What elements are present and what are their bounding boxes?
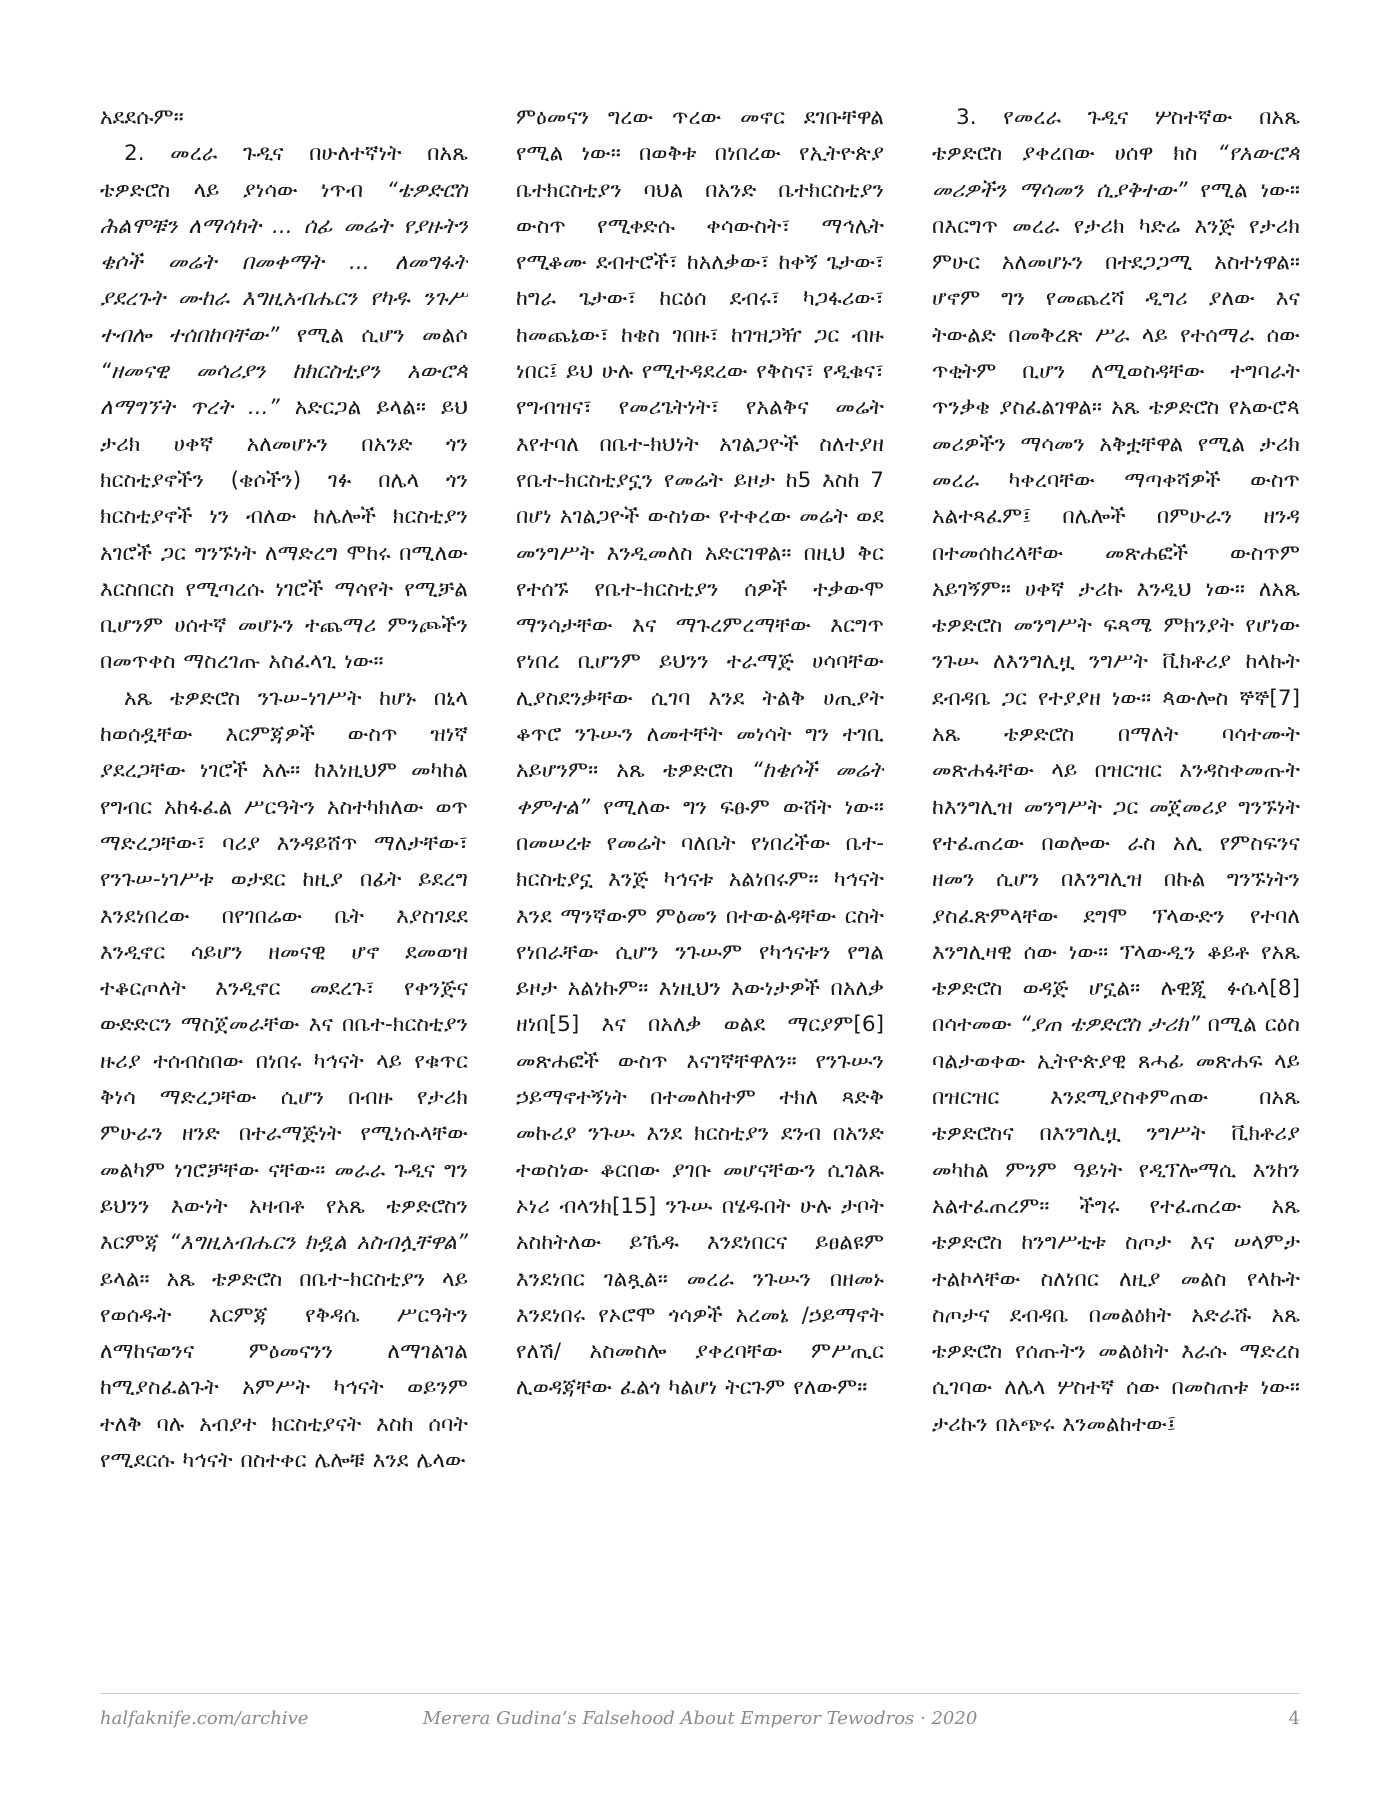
paragraph-text: የሚል ሲሆን መልሶ [279, 322, 468, 348]
quoted-text: “ዘመናዊ መሳሪያን ከክርስቲያን አውሮጳ ለማግኘት ጥረት ...” [100, 359, 468, 421]
footer-divider [100, 1693, 1300, 1694]
paragraph-text: አጼ ቴዎድሮስ ንጉሠ-ነገሥት ከሆኑ በኒላ ከወሰዷቸው እርምጃዎች ውስጥ ዝነኛ ያደረጋቸው ነገሮች አሉ። ከእነዚህም መካከል የግብር አከፋፈል ሥርዓትን አስተካክለው ወጥ ማድረጋቸው፣ ባሪያ እንዳይሸጥ ማለታቸው፣ የንጉሠ-ነገሥቱ ወታደር ከዚያ በፊት ይደረግ እንደነበረው በየገበሬው ቤት እያስገደደ እንዲኖር ሳይሆን ዘመናዊ ሆኖ ደመወዝ ተቆርጦለት እንዲኖር መደረጉ፣ የቀንጅና ውድድርን ማስጀመራቸው እና በቤተ-ክርስቲያን ዙሪያ ተሰብስበው በነበሩ ካኅናት ላይ የቁጥር ቅነሳ ማድረጋቸው ሲሆን በብዙ የታሪክ ምሁራን ዘንድ በተራማጅነት የሚነሱላቸው መልካም ነገሮቻቸው ናቸው። መራራ ጉዲና ግን ይህንን እውነት አዛብቶ የአጼ ቴዎድሮስን እርምጃ [100, 685, 468, 1256]
paragraph [100, 100, 468, 136]
column-1 [100, 100, 468, 1670]
paragraph-text: አደደሱም። [100, 105, 184, 130]
quoted-text: “ቴዎድሮስ ሕልሞቹን ለማሳካት ... ሰፊ መሬት የያዙትን ቄሶች መሬት በመቀማት ... ለመግፋት ያደረጉት ሙከራ እግዚአብሔርን የካዱ ንጉሥ ተብሎ ተሰበከባቸው” [100, 177, 468, 348]
paragraph-text: ይላል። አጼ ቴዎድሮስ በቤተ-ክርስቲያን ላይ የወሰዱት እርምጃ የቅዳሴ ሥርዓትን ለማከናወንና ምዕመናንን ለማገልገል ከሚያስፈልጉት አምሥት ካኅናት ወይንም ተለቅ ባሉ አብያተ ክርስቲያናት እስከ ሰባት የሚደርሱ ካኅናት በስተቀር ሌሎቹ እንደ ሌላው [100, 1266, 468, 1473]
paragraph-text: አድርጋል ይላል። ይህ ታሪክ ሀቀኛ አለመሆኑን በአንድ ጎን ክርስቲያኖችን (ቄሶችን) ገፉ በሌላ ጎን ክርስቲያኖች ነን ብለው ከሌሎች ክርስቲያን አገሮች ጋር ግንኙነት ለማድረግ ሞከሩ በሚለው እርስበርስ የሚጣረሱ ነገሮች ማሳየት የሚቻል ቢሆንም ሀሰተኛ መሆኑን ተጨማሪ ምንጮችን በመጥቀስ ማስረገጡ አስፈላጊ ነው። [100, 395, 468, 675]
paragraph-text: ምዕመናን ግረው ጥረው መኖር ደገቡቸዋል የሚል ነው። በወቅቱ በነበረው የኢትዮጵያ ቤተክርስቲያን ባህል በአንድ ቤተክርስቲያን ውስጥ የሚቀድሱ ቀሳውስት፣ ማኅሌት የሚቆሙ ደብተሮች፣ ከአለቃው፣ ከቀኝ ጌታው፣ ከግራ ጌታው፣ ከርዕሰ ደብሩ፣ ካጋፋሪው፣ ከመጨኔው፣ ከቄስ ገበዙ፣ ከገዝጋዥ ጋር ብዙ ነበር፤ ይህ ሁሉ የሚተዳደረው የቅስና፣ የዲቁና፣ የግብዝና፣ የመሪጌትነት፣ የአልቅና መሬት እየተባለ በቤተ-ክህነት አገልጋዮች ስለተያዘ የቤተ-ክርስቲያኗን የመሬት ይዞታ ከ5 እስከ 7 በሆነ አገልጋዮች ውስነው የተቀረው መሬት ወደ መንግሥት እንዲመለስ አድርገዋል። በዚህ ቅር የተሰኙ የቤተ-ክርስቲያን ሰዎች ተቃውሞ ማንሳታቸው እና ማጉረምረማቸው እርግጥ የነበረ ቢሆንም ይህንን ተራማጅ ሀሳባቸው ሊያስደንቃቸው ሲገባ እንደ ትልቅ ሀጢያት ቆጥሮ ንጉሡን ለመተቸት መነሳት ግን ተገቢ አይሆንም። አጼ ቴዎድሮስ [516, 105, 884, 784]
column-3 [932, 100, 1300, 1670]
footer-site-link[interactable]: halfaknife.com/archive [100, 1708, 309, 1729]
quoted-text: “ያጠ ቴዎድሮስ ታሪክ” [1019, 1012, 1200, 1038]
paragraph-text: በሚል ርዕስ ባልታወቀው ኢትዮጵያዊ ጸሓፊ መጽሐፍ ላይ በዝርዝር እንደሚያስቀምጠው በአጼ ቴዎድሮስና በእንግሊዟ ንግሥት ቪክቶሪያ መካከል ምንም ዓይነት የዲፕሎማሲ እንከን አልተፈጠረም። ችግሩ የተፈጠረው አጼ ቴዎድሮስ ከንግሥቲቱ ስጦታ እና ሠላምታ ተልኮላቸው ስለነበር ለዚያ መልስ የላኩት ስጦታና ደብዳቤ በመልዕክት አድራሹ አጼ ቴዎድሮስ የሰጡትን መልዕክት እራሱ ማድረስ ሲገባው ለሌላ ሦስተኛ ሰው በመስጠቱ ነው። ታሪኩን በአጭሩ እንመልከተው፤ [932, 1012, 1300, 1437]
page-number: 4 [1288, 1708, 1300, 1729]
paragraph [932, 100, 1300, 1443]
paragraph [100, 681, 468, 1480]
paragraph-text: የሚል ነው። በእርግጥ መረራ የታሪክ ካድሬ እንጅ የታሪክ ምሁር አለመሆኑን በተደጋጋሚ አስተነዋል። ሆኖም ግን የመጨረሻ ዲግሪ ያለው እና ትውልድ በመቅረጽ ሥራ ላይ የተሰማራ ሰው ጥቂትም ቢሆን ለሚወስዳቸው ተግባራት ጥንቃቄ ያስፈልገዋል። አጼ ቴዎድሮስ የአውሮጳ መሪዎችን ማሳመን አቅቷቸዋል የሚል ታሪክ መረራ ካቀረባቸው ማጣቀሻዎች ውስጥ አልተጻፈም፤ በሌሎች በምሁራን ዘንዳ በተመሰከረላቸው መጽሐፎች ውስጥም አይገኝም። ሀቀኛ ታሪኩ እንዲህ ነው። ለአጼ ቴዎድሮስ መንግሥት ፍጻሜ ምክንያት የሆነው ንጉሡ ለእንግሊዟ ንግሥት ቪክቶሪያ ከላኩት ደብዳቤ ጋር የተያያዘ ነው። ጳውሎስ ኞኞ[7] አጼ ቴዎድሮስ በማለት ባሳተሙት መጽሐፋቸው ላይ በዝርዝር እንዳስቀመጡት ከእንግሊዝ መንግሥት ጋር መጀመሪያ ግንኙነት የተፈጠረው በወሎው ራስ አሊ የምስፍንና ዘመን ሲሆን በእንግሊዝ በኩል ግንኙነትን ያስፈጽምላቸው ደግሞ ፕላውድን የተባለ እንግሊዛዊ ሰው ነው። ፕላውዲን ቆይቶ የአጼ ቴዎድሮስ ወዳጅ ሆኗል። ሉዊጂ ፉሴላ[8] በሳተመው [932, 177, 1300, 1038]
quoted-text: “እግዚአብሔርን ክዷል አስብሏቸዋል” [168, 1230, 468, 1256]
paragraph-text: የሚለው ግን ፍፁም ውሸት ነው። በመሠረቱ የመሬት ባለቤት የነበረችው ቤተ-ክርስቲያኗ እንጅ ካኅናቱ አልነበሩም። ካኅናት እንደ ማንኛውም ምዕመን በተውልዳቸው ርስት የነበራቸው ሲሆን ንጉሡም የካኅናቱን የግል ይዞታ አልነኩም። እነዚህን እውነታዎች በአለቃ ዘነበ[5] እና በአለቃ ወልደ ማርያም[6] መጽሐፎች ውስጥ እናገኛቸዋለን። የንጉሡን ኃይማኖተኝነት በተመለከተም ተክለ ጻድቅ መኩሪያ ንጉሡ እንደ ክርስቲያን ደንብ በአንድ ተወስነው ቆርበው ያገቡ መሆናቸውን ሲገልጹ ኦነሪ ብላንክ[15] ንጉሡ በሄዱበት ሁሉ ታቦት አስከትለው ይኼዱ እንደነበርና ይፀልዩም እንደነበር ገልጿል። መረራ ንጉሡን በዘመኑ እንደነበሩ የኦሮሞ ጎሳዎች አረመኔ /ኃይማኖት የለሽ/ አስመስሎ ያቀረባቸው ምሥጢር ሊወዳጃቸው ፈልጎ ካልሆነ ትርጉም የለውም። [516, 794, 884, 1401]
footer-document-title: Merera Gudina’s Falsehood About Emperor Tewodros · 2020 [422, 1708, 978, 1729]
paragraph [100, 136, 468, 680]
paragraph-text: 2. መረራ ጉዲና በሁለተኛነት በአጼ ቴዎድሮስ ላይ ያነሳው ነጥብ [100, 141, 468, 203]
paragraph [516, 100, 884, 1407]
article-body [100, 100, 1300, 1670]
column-2 [516, 100, 884, 1670]
page-footer [100, 1708, 1300, 1738]
paragraph-text: 3. የመረራ ጉዲና ሦስተኛው በአጼ ቴዎድሮስ ያቀረበው ሀሰዋ ክስ [932, 105, 1300, 167]
quoted-text: “ከቄሶች መሬት ቀምተል” [516, 758, 884, 820]
quoted-text: “የአውሮጳ መሪዎችን ማሳመን ሲያቅተው” [932, 141, 1300, 203]
